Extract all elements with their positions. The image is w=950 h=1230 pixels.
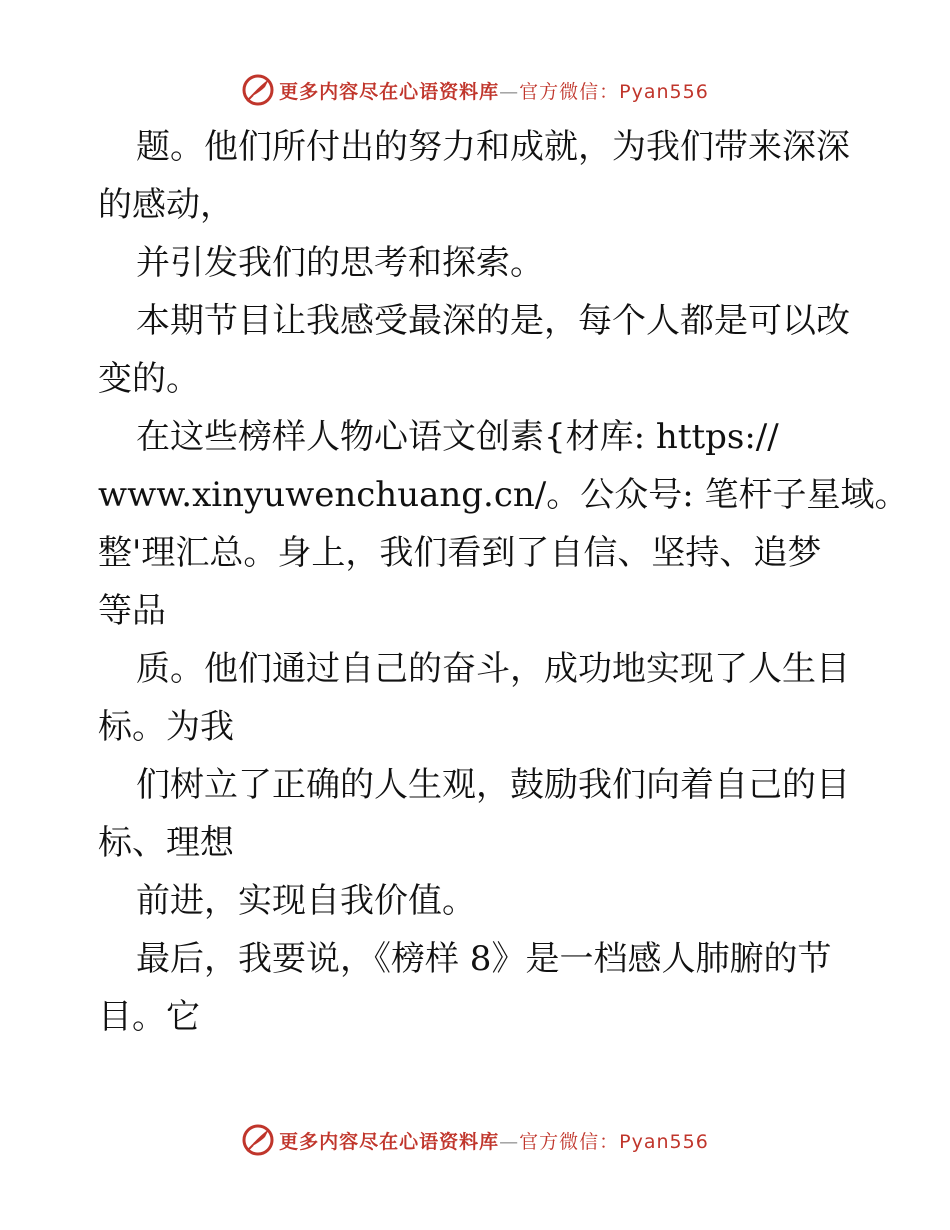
- footer-banner: [0, 1120, 950, 1160]
- footer-banner-separator: —: [499, 1130, 520, 1153]
- footer-banner-wechat: 官方微信：Pyan556: [519, 1130, 709, 1153]
- header-banner-text: [279, 77, 709, 104]
- body-line: 们树立了正确的人生观，鼓励我们向着自己的目: [136, 765, 850, 805]
- footer-banner-main: 更多内容尽在心语资料库: [279, 1130, 500, 1153]
- header-banner-separator: —: [499, 80, 520, 103]
- red-quill-logo-icon: [241, 1123, 275, 1157]
- body-line: 最后，我要说，《榜样 8》是一档感人肺腑的节: [136, 939, 832, 979]
- body-line: 题。他们所付出的努力和成就，为我们带来深深: [136, 127, 850, 167]
- red-quill-logo-icon: [241, 73, 275, 107]
- body-line: 在这些榜样人物心语文创素{材库: https://: [136, 417, 779, 457]
- body-line: 整'理汇总。身上，我们看到了自信、坚持、追梦: [98, 533, 822, 573]
- body-line: 的感动，: [98, 185, 234, 225]
- body-line: 并引发我们的思考和探索。: [136, 243, 544, 283]
- header-banner: [0, 70, 950, 110]
- body-line: 质。他们通过自己的奋斗，成功地实现了人生目: [136, 649, 850, 689]
- body-line: 等品: [98, 591, 166, 631]
- footer-banner-text: [279, 1127, 709, 1154]
- body-line: 标。为我: [98, 707, 234, 747]
- header-banner-main: 更多内容尽在心语资料库: [279, 80, 500, 103]
- body-line: 变的。: [98, 359, 200, 399]
- document-body: [98, 118, 909, 1046]
- body-line: 前进，实现自我价值。: [136, 881, 476, 921]
- header-banner-wechat: 官方微信：Pyan556: [519, 80, 709, 103]
- body-line: 目。它: [98, 997, 200, 1037]
- body-line: 本期节目让我感受最深的是，每个人都是可以改: [136, 301, 850, 341]
- body-line: 标、理想: [98, 823, 234, 863]
- body-line: www.xinyuwenchuang.cn/。公众号: 笔杆子星域。: [98, 475, 909, 515]
